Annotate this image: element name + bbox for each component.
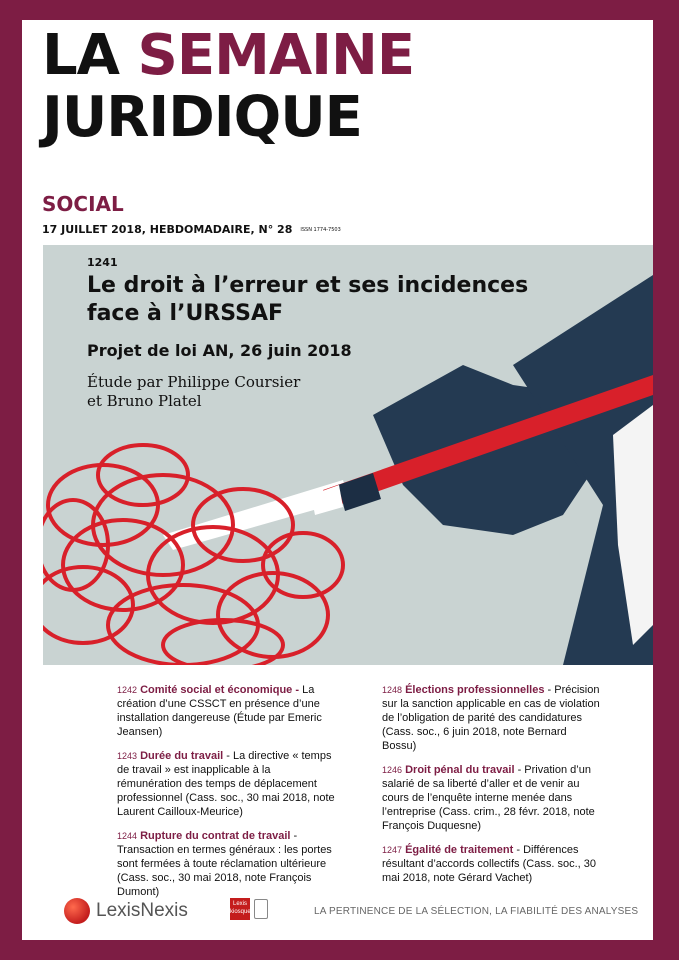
feature-number: 1241 <box>87 256 118 269</box>
lexisnexis-logo[interactable] <box>64 898 188 924</box>
feature-author <box>87 373 347 411</box>
toc-head: Élections professionnelles <box>405 684 545 696</box>
toc-text: La création d’une CSSCT en présence d’une installation dangereuse (Étude par Emeric Jeansen) <box>117 684 322 738</box>
masthead-title <box>42 23 415 150</box>
toc-text: - Privation d’un salarié de sa liberté d’aller et de venir au cours de l’enquête interne menée dans l’entreprise (Cass. crim., 28 févr. 2018, note François Duquesne) <box>382 764 595 832</box>
author-line1: Étude par Philippe Coursier <box>87 373 301 391</box>
author-line2: et Bruno Platel <box>87 392 202 410</box>
toc-num: 1244 <box>117 831 138 841</box>
toc-num: 1243 <box>117 751 138 761</box>
kiosque-icon <box>230 898 250 920</box>
edition-label: SOCIAL <box>42 192 124 216</box>
toc-item[interactable] <box>382 843 602 885</box>
toc-num: 1247 <box>382 845 403 855</box>
kiosque-line2: kiosque <box>230 909 251 915</box>
title-line2: JURIDIQUE <box>42 85 362 150</box>
feature-title[interactable]: Le droit à l’erreur et ses incidences face à l’URSSAF <box>87 273 529 326</box>
footer-tagline: LA PERTINENCE DE LA SÉLECTION, LA FIABILITÉ DES ANALYSES <box>314 906 639 917</box>
toc-item[interactable] <box>117 683 337 739</box>
title-part2: SEMAINE <box>137 23 415 88</box>
toc-head: Durée du travail <box>140 750 224 762</box>
kiosque-line1: Lexis <box>232 901 247 907</box>
toc-left-column <box>117 683 337 909</box>
toc-text: - Différences résultant d’accords collectifs (Cass. soc., 30 mai 2018, note Gérard Vachet) <box>382 844 596 884</box>
toc-num: 1242 <box>117 685 138 695</box>
lexis-kiosque-badge[interactable] <box>230 898 268 920</box>
toc-text: - Précision sur la sanction applicable en cas de violation de l’obligation de parité des candidatures (Cass. soc., 6 juin 2018, note Bernard Bossu) <box>382 684 600 752</box>
title-part1: LA <box>42 23 120 88</box>
tablet-icon <box>254 899 268 919</box>
toc-head: Comité social et économique - <box>140 684 300 696</box>
toc-item[interactable] <box>117 749 337 819</box>
toc-right-column <box>382 683 602 895</box>
toc-item[interactable] <box>117 829 337 899</box>
toc-num: 1246 <box>382 765 403 775</box>
brand-name: LexisNexis <box>96 900 188 921</box>
lexisnexis-globe-icon <box>64 898 90 924</box>
toc-text: - La directive « temps de travail » est inapplicable à la rémunération des temps de déplacement professionnel (Cass. soc., 30 mai 2018, note Laurent Cailloux-Meurice) <box>117 750 335 818</box>
toc-text: - Transaction en termes généraux : les portes sont fermées à toute réclamation ultérieure (Cass. soc., 30 mai 2018, note François Dumont) <box>117 830 332 898</box>
toc-head: Rupture du contrat de travail <box>140 830 291 842</box>
toc-item[interactable] <box>382 683 602 753</box>
feature-subtitle: Projet de loi AN, 26 juin 2018 <box>87 341 352 360</box>
toc-head: Égalité de traitement <box>405 844 514 856</box>
toc-item[interactable] <box>382 763 602 833</box>
issn: ISSN 1774-7503 <box>300 227 341 233</box>
issue-line <box>42 223 341 236</box>
toc-num: 1248 <box>382 685 403 695</box>
feature-illustration <box>43 245 653 665</box>
issue-date: 17 JUILLET 2018, HEBDOMADAIRE, N° 28 <box>42 223 293 236</box>
toc-head: Droit pénal du travail <box>405 764 515 776</box>
